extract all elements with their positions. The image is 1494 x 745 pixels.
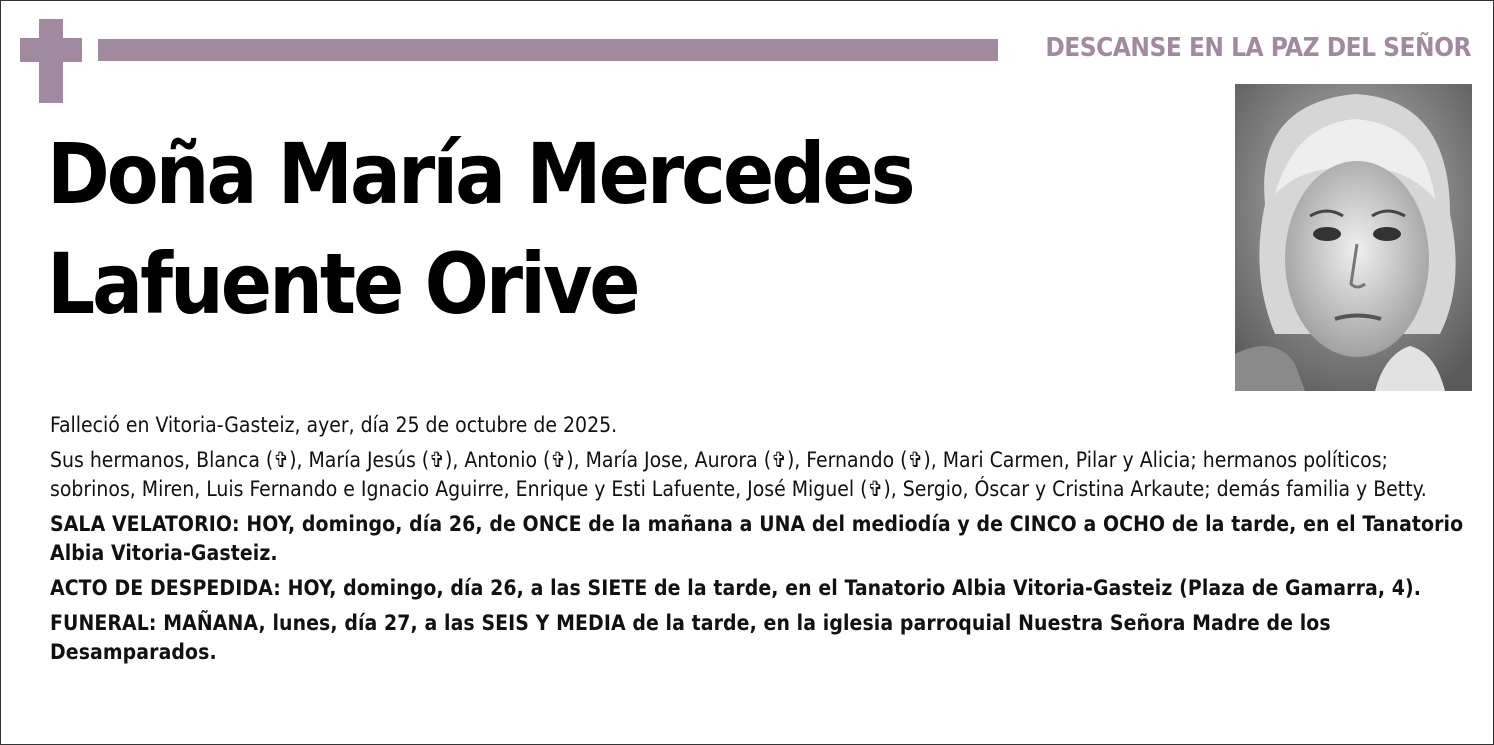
- name-line-1: Doña María Mercedes: [47, 125, 913, 223]
- deceased-name: [47, 119, 1147, 339]
- tagline: DESCANSE EN LA PAZ DEL SEÑOR: [1045, 33, 1471, 63]
- family-list: Sus hermanos, Blanca (✞), María Jesús (✞), Antonio (✞), María Jose, Aurora (✞), Fernando (✞), Mari Carmen, Pilar y Alicia; hermanos políticos; sobrinos, Miren, Luis Fernando e Ignacio Aguirre, Enrique y Esti Lafuente, José Miguel (✞), Sergio, Óscar y Cristina Arkaute; demás familia y Betty.: [50, 448, 1427, 501]
- cross-icon-bar: [20, 38, 82, 62]
- wake-info: SALA VELATORIO: HOY, domingo, día 26, de ONCE de la mañana a UNA del mediodía y de CINCO a OCHO de la tarde, en el Tanatorio Albia Vitoria-Gasteiz.: [50, 512, 1464, 565]
- farewell-info: ACTO DE DESPEDIDA: HOY, domingo, día 26, a las SIETE de la tarde, en el Tanatorio Albia Vitoria-Gasteiz (Plaza de Gamarra, 4).: [50, 576, 1422, 600]
- death-announcement: Falleció en Vitoria-Gasteiz, ayer, día 25 de octubre de 2025.: [50, 413, 618, 437]
- notice-body: [50, 411, 1470, 673]
- name-line-2: Lafuente Orive: [47, 235, 638, 333]
- portrait-photo: [1235, 84, 1472, 391]
- header-rule: [98, 39, 998, 61]
- funeral-info: FUNERAL: MAÑANA, lunes, día 27, a las SEIS Y MEDIA de la tarde, en la iglesia parroquial Nuestra Señora Madre de los Desamparados.: [50, 611, 1331, 664]
